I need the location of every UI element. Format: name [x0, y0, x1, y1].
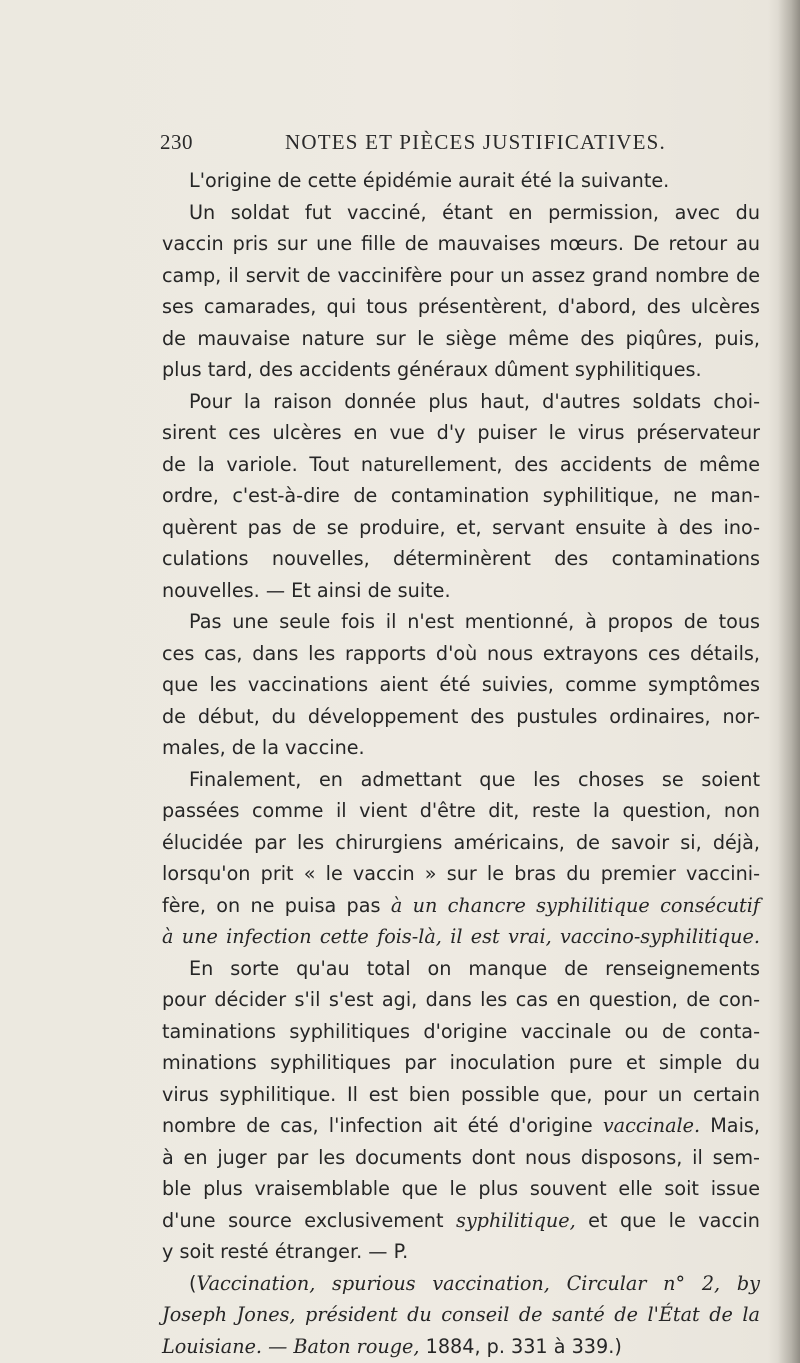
text-line: de début, du développement des pustules ordinaires, nor-	[162, 704, 760, 728]
text-line: taminations syphilitiques d'origine vaccinale ou de conta-	[162, 1019, 760, 1043]
text-line: Pour la raison donnée plus haut, d'autres soldats choi-	[189, 389, 760, 413]
text-line: camp, il servit de vaccinifère pour un assez grand nombre de	[162, 263, 760, 287]
text-line: sirent ces ulcères en vue d'y puiser le virus préservateur	[162, 421, 760, 444]
text-line: de la variole. Tout naturellement, des accidents de même	[162, 452, 760, 476]
italic-segment: Louisiane. — Baton rouge,	[162, 1334, 420, 1358]
text-line: vaccin pris sur une fille de mauvaises mœurs. De retour au	[162, 232, 760, 255]
text-line: Un soldat fut vacciné, étant en permission, avec du	[189, 200, 760, 224]
citation-line	[162, 1331, 760, 1363]
text-line: En sorte qu'au total on manque de renseignements	[189, 956, 760, 980]
text-segment: nombre de cas, l'infection ait été d'origine	[162, 1114, 593, 1137]
page-header	[160, 130, 760, 164]
text-line: ble plus vraisemblable que le plus souvent elle soit issue	[162, 1177, 760, 1200]
page-number: 230	[160, 130, 193, 154]
text-segment: fère, on ne puisa pas	[162, 893, 381, 917]
text-segment: et que le vaccin	[588, 1208, 760, 1232]
text-line: virus syphilitique. Il est bien possible que, pour un certain	[162, 1082, 760, 1106]
text-line: plus tard, des accidents généraux dûment syphilitiques.	[162, 358, 702, 381]
italic-segment: syphilitique,	[455, 1208, 576, 1232]
text-segment: 1884, p. 331 à 339.)	[425, 1334, 622, 1358]
page-edge-shadow	[778, 0, 800, 1363]
text-line	[162, 1110, 760, 1142]
text-line: que les vaccinations aient été suivies, comme symptômes	[162, 673, 760, 696]
text-line: y soit resté étranger. — P.	[162, 1240, 409, 1263]
text-segment: (	[189, 1271, 197, 1295]
text-line: ces cas, dans les rapports d'où nous extrayons ces détails,	[162, 641, 760, 665]
text-line: males, de la vaccine.	[162, 736, 365, 759]
text-line: culations nouvelles, déterminèrent des contaminations	[162, 547, 760, 570]
text-line: ses camarades, qui tous présentèrent, d'abord, des ulcères	[162, 295, 760, 318]
italic-segment: Vaccination, spurious vaccination, Circular n° 2, by	[196, 1271, 760, 1295]
running-title: NOTES ET PIÈCES JUSTIFICATIVES.	[285, 130, 667, 154]
text-line: Pas une seule fois il n'est mentionné, à propos de tous	[189, 610, 760, 633]
text-line: minations syphilitiques par inoculation pure et simple du	[162, 1051, 760, 1074]
text-line: élucidée par les chirurgiens américains, de savoir si, déjà,	[162, 830, 760, 854]
text-line: quèrent pas de se produire, et, servant ensuite à des ino-	[162, 515, 760, 539]
text-line: passées comme il vient d'être dit, reste la question, non	[162, 799, 760, 822]
italic-segment: à un chancre syphilitique consécutif	[390, 893, 760, 917]
text-line: à en juger par les documents dont nous disposons, il sem-	[162, 1145, 760, 1169]
italic-segment: vaccinale.	[602, 1114, 701, 1137]
text-line: ordre, c'est-à-dire de contamination syphilitique, ne man-	[162, 484, 760, 507]
text-line	[162, 890, 760, 922]
text-line: pour décider s'il s'est agi, dans les cas en question, de con-	[162, 988, 760, 1011]
text-segment: d'une source exclusivement	[162, 1208, 444, 1232]
citation-line: Joseph Jones, président du conseil de santé de l'État de la	[162, 1303, 760, 1326]
text-segment: Mais,	[710, 1114, 760, 1137]
citation-line	[162, 1268, 760, 1300]
text-line	[162, 1205, 760, 1237]
italic-text-line: à une infection cette fois-là, il est vrai, vaccino-syphilitique.	[162, 925, 760, 948]
text-line: Finalement, en admettant que les choses se soient	[189, 767, 760, 791]
body-text	[162, 165, 760, 1362]
text-line: nouvelles. — Et ainsi de suite.	[162, 578, 451, 602]
text-line: L'origine de cette épidémie aurait été la suivante.	[189, 169, 670, 192]
text-line: lorsqu'on prit « le vaccin » sur le bras du premier vaccini-	[162, 862, 760, 885]
text-line: de mauvaise nature sur le siège même des piqûres, puis,	[162, 326, 760, 350]
